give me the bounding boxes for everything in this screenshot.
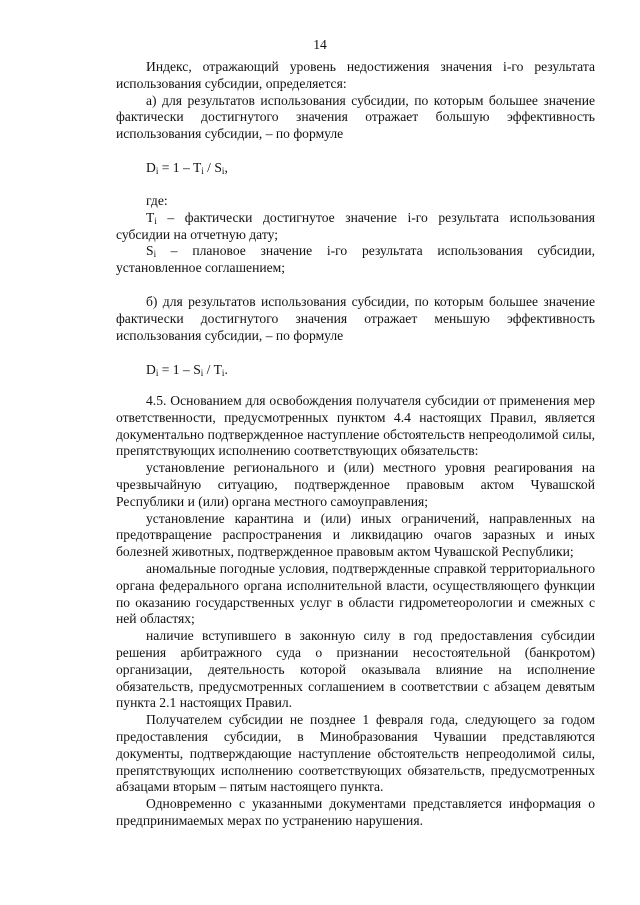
formula-b-end: . [224,362,228,377]
where-s-definition [116,243,595,277]
formula-a-lhs: D [146,160,156,175]
formula-b-lhs: D [146,362,156,377]
formula-a-rest-sub: i [221,166,225,176]
formula-b [146,362,228,378]
formula-a-mid-sub: i [201,166,204,176]
formula-b-rest: / T [203,362,222,377]
formula-b-lhs-sub: i [155,368,159,378]
where-block [116,193,595,277]
formula-a-rest: / S [203,160,222,175]
section-4-5-paragraph: наличие вступившего в законную силу в год предоставления субсидии решения арбитражного суда о признании несостоятельной (банкротом) организации, деятельность которой оказывала влияние на исполнение обязательств, предусмотренных соглашением в соответствии с абзацем девятым пункта 2.1 настоящих Правил. [116,628,595,711]
formula-b-mid: = 1 – S [158,362,201,377]
s-definition-text: – плановое значение i-го результата использования субсидии, установленное соглашением; [116,243,595,276]
section-4-5-paragraph: 4.5. Основанием для освобождения получателя субсидии от применения мер ответственности, предусмотренных пунктом 4.4 настоящих Правил, является документально подтвержденное наступление обстоятельств непреодолимой силы, препятствующих исполнению соответствующих обязательств: [116,393,595,459]
t-symbol: T [146,209,155,225]
section-4-5-paragraph: Получателем субсидии не позднее 1 февраля года, следующего за годом предоставления субсидии, в Минобразования Чувашии представляются документы, подтверждающие наступление обстоятельств непреодолимой силы, препятствующих исполнению соответствующих обязательств, предусмотренных абзацами вторым – пятым настоящего пункта. [116,712,595,795]
formula-a-mid: = 1 – T [158,160,202,175]
formula-b-rest-sub: i [221,368,225,378]
part-a-paragraph: а) для результатов использования субсидии, по которым большее значение фактически достигнутого значения отражает большую эффективность использования субсидии, – по формуле [116,92,595,142]
t-symbol-sub: i [154,215,157,226]
t-definition-text: – фактически достигнутое значение i-го результата использования субсидии на отчетную дату; [116,209,595,242]
section-4-5-paragraph: аномальные погодные условия, подтвержденные справкой территориального органа федерального органа исполнительной власти, осуществляющего функции по оказанию государственных услуг в области гидрометеорологии и смежных с ней областях; [116,560,595,627]
where-label: где: [146,193,168,208]
part-b-paragraph: б) для результатов использования субсидии, по которым большее значение фактически достигнутого значения отражает меньшую эффективность использования субсидии, – по формуле [116,294,595,343]
page-number: 14 [313,37,327,52]
formula-b-mid-sub: i [200,368,204,378]
formula-a [146,160,228,176]
intro-paragraph: Индекс, отражающий уровень недостижения значения i-го результата использования субсидии, определяется: [116,59,595,91]
intro-block [116,59,595,143]
section-4-5-paragraph: установление карантина и (или) иных ограничений, направленных на предотвращение распространения и ликвидацию очагов заразных и иных болезней животных, подтвержденное правовым актом Чувашской Республики; [116,510,595,560]
s-symbol: S [146,243,154,259]
section-4-5-block [116,393,595,830]
s-symbol-sub: i [153,249,157,260]
where-t-definition [116,210,595,244]
formula-a-lhs-sub: i [155,166,159,176]
formula-a-end: , [224,160,228,175]
section-4-5-paragraph: установление регионального и (или) местного уровня реагирования на чрезвычайную ситуацию, подтвержденное правовым актом Чувашской Республики и (или) органа местного самоуправления; [116,460,595,509]
part-b-block [116,294,595,344]
section-4-5-paragraph: Одновременно с указанными документами представляется информация о предпринимаемых мерах по устранению нарушения. [116,796,595,828]
